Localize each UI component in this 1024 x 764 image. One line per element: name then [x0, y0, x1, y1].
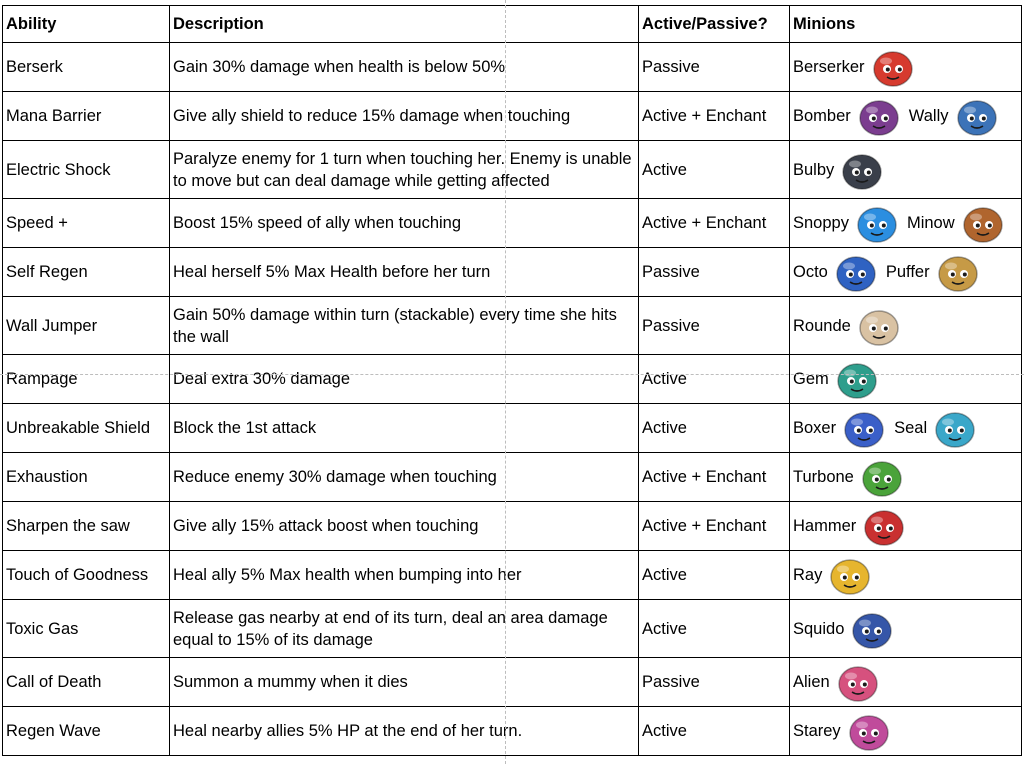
active-passive-cell: Passive	[639, 248, 790, 297]
active-passive-cell: Active	[639, 355, 790, 404]
purple-spiky-icon	[855, 92, 903, 140]
minion-name: Starey	[793, 722, 841, 740]
pink-star-icon	[845, 707, 893, 755]
table-row	[3, 92, 1022, 141]
ability-cell: Mana Barrier	[3, 92, 170, 141]
red-hammer-icon	[860, 502, 908, 550]
minion-name: Octo	[793, 263, 828, 281]
pink-alien-icon	[834, 658, 882, 706]
header-minions: Minions	[790, 6, 1022, 43]
minion-name: Alien	[793, 673, 830, 691]
minions-cell	[790, 248, 1022, 297]
header-row	[3, 6, 1022, 43]
minion-name: Turbone	[793, 468, 854, 486]
active-passive-cell: Active	[639, 707, 790, 756]
ability-cell: Wall Jumper	[3, 297, 170, 355]
table-row	[3, 453, 1022, 502]
active-passive-cell: Passive	[639, 43, 790, 92]
minions-cell	[790, 453, 1022, 502]
ability-cell: Self Regen	[3, 248, 170, 297]
description-cell: Heal herself 5% Max Health before her turn	[170, 248, 639, 297]
blue-squid-icon	[848, 605, 896, 653]
minions-cell	[790, 600, 1022, 658]
minions-cell	[790, 404, 1022, 453]
active-passive-cell: Active	[639, 404, 790, 453]
table-row	[3, 707, 1022, 756]
description-cell: Summon a mummy when it dies	[170, 658, 639, 707]
minion-list	[793, 404, 1018, 452]
ability-cell: Rampage	[3, 355, 170, 404]
active-passive-cell: Active	[639, 600, 790, 658]
minions-cell	[790, 43, 1022, 92]
ability-cell: Toxic Gas	[3, 600, 170, 658]
ability-cell: Exhaustion	[3, 453, 170, 502]
table-row	[3, 141, 1022, 199]
table-body	[3, 43, 1022, 756]
active-passive-cell: Passive	[639, 658, 790, 707]
active-passive-cell: Active	[639, 551, 790, 600]
blue-drop-icon	[853, 199, 901, 247]
active-passive-cell: Active + Enchant	[639, 453, 790, 502]
active-passive-cell: Active	[639, 141, 790, 199]
table-row	[3, 297, 1022, 355]
minions-cell	[790, 355, 1022, 404]
minion-entry	[793, 658, 882, 706]
minion-entry	[793, 248, 880, 296]
header-ability: Ability	[3, 6, 170, 43]
description-cell: Gain 50% damage within turn (stackable) every time she hits the wall	[170, 297, 639, 355]
minions-cell	[790, 658, 1022, 707]
red-crab-icon	[869, 43, 917, 91]
minion-list	[793, 199, 1018, 247]
minion-list	[793, 551, 1018, 599]
gem-icon	[833, 355, 881, 403]
minion-entry	[793, 707, 893, 755]
table-row	[3, 502, 1022, 551]
minions-cell	[790, 141, 1022, 199]
table-row	[3, 248, 1022, 297]
description-cell: Give ally shield to reduce 15% damage when touching	[170, 92, 639, 141]
minion-list	[793, 355, 1018, 403]
round-pirate-icon	[855, 302, 903, 350]
minion-name: Ray	[793, 566, 823, 584]
minion-name: Wally	[908, 107, 949, 125]
puffer-fish-icon	[934, 248, 982, 296]
minion-name: Gem	[793, 370, 829, 388]
active-passive-cell: Passive	[639, 297, 790, 355]
header-description: Description	[170, 6, 639, 43]
minion-list	[793, 453, 1018, 501]
ability-cell: Electric Shock	[3, 141, 170, 199]
minion-entry	[793, 404, 888, 452]
minion-entry	[793, 551, 874, 599]
minion-entry	[793, 453, 906, 501]
ability-cell: Speed +	[3, 199, 170, 248]
minion-list	[793, 248, 1018, 296]
minion-name: Hammer	[793, 517, 857, 535]
minions-cell	[790, 92, 1022, 141]
yellow-ray-icon	[826, 551, 874, 599]
minion-entry	[909, 92, 1001, 140]
minion-name: Berserker	[793, 58, 865, 76]
ability-cell: Call of Death	[3, 658, 170, 707]
active-passive-cell: Active + Enchant	[639, 502, 790, 551]
table-row	[3, 551, 1022, 600]
ability-cell: Sharpen the saw	[3, 502, 170, 551]
minion-name: Seal	[894, 419, 928, 437]
dark-bulb-icon	[838, 146, 886, 194]
description-cell: Heal nearby allies 5% HP at the end of her turn.	[170, 707, 639, 756]
minion-entry	[793, 355, 881, 403]
minions-cell	[790, 551, 1022, 600]
minion-entry	[793, 146, 886, 194]
table-row	[3, 404, 1022, 453]
description-cell: Reduce enemy 30% damage when touching	[170, 453, 639, 502]
ability-cell: Touch of Goodness	[3, 551, 170, 600]
active-passive-cell: Active + Enchant	[639, 199, 790, 248]
green-turtle-icon	[858, 453, 906, 501]
description-cell: Give ally 15% attack boost when touching	[170, 502, 639, 551]
minion-name: Bulby	[793, 160, 835, 179]
ability-cell: Regen Wave	[3, 707, 170, 756]
header-active-passive: Active/Passive?	[639, 6, 790, 43]
description-cell: Deal extra 30% damage	[170, 355, 639, 404]
minion-list	[793, 92, 1018, 140]
ability-cell: Berserk	[3, 43, 170, 92]
minion-entry	[793, 199, 901, 247]
minion-name: Minow	[906, 214, 955, 232]
minion-entry	[886, 248, 982, 296]
abilities-table	[2, 5, 1022, 756]
minions-cell	[790, 199, 1022, 248]
minion-entry	[793, 302, 903, 350]
description-cell: Gain 30% damage when health is below 50%	[170, 43, 639, 92]
minion-entry	[793, 92, 903, 140]
table-row	[3, 355, 1022, 404]
blue-boxer-icon	[840, 404, 888, 452]
minion-entry	[907, 199, 1007, 247]
minion-list	[793, 707, 1018, 755]
description-cell: Block the 1st attack	[170, 404, 639, 453]
minion-list	[793, 658, 1018, 706]
minion-list	[793, 43, 1018, 91]
table-row	[3, 658, 1022, 707]
minion-name: Snoppy	[793, 214, 849, 232]
description-cell: Boost 15% speed of ally when touching	[170, 199, 639, 248]
description-cell: Heal ally 5% Max health when bumping into her	[170, 551, 639, 600]
table-row	[3, 199, 1022, 248]
minion-name: Squido	[793, 619, 845, 638]
ability-cell: Unbreakable Shield	[3, 404, 170, 453]
blue-octo-icon	[832, 248, 880, 296]
minion-entry	[793, 43, 917, 91]
minions-cell	[790, 502, 1022, 551]
minion-name: Puffer	[885, 263, 930, 281]
minion-entry	[894, 404, 979, 452]
minion-name: Boxer	[793, 419, 837, 437]
minion-list	[793, 605, 1018, 653]
minions-cell	[790, 297, 1022, 355]
blue-blob-icon	[953, 92, 1001, 140]
brown-fish-icon	[959, 199, 1007, 247]
teal-seal-icon	[931, 404, 979, 452]
table-row	[3, 600, 1022, 658]
table-row	[3, 43, 1022, 92]
minion-list	[793, 502, 1018, 550]
description-cell: Release gas nearby at end of its turn, deal an area damage equal to 15% of its damage	[170, 600, 639, 658]
minions-cell	[790, 707, 1022, 756]
active-passive-cell: Active + Enchant	[639, 92, 790, 141]
description-cell: Paralyze enemy for 1 turn when touching her. Enemy is unable to move but can deal damage while getting affected	[170, 141, 639, 199]
minion-entry	[793, 502, 908, 550]
minion-list	[793, 302, 1018, 350]
minion-list	[793, 146, 1018, 194]
minion-name: Rounde	[793, 316, 851, 335]
minion-entry	[793, 605, 896, 653]
minion-name: Bomber	[793, 107, 851, 125]
